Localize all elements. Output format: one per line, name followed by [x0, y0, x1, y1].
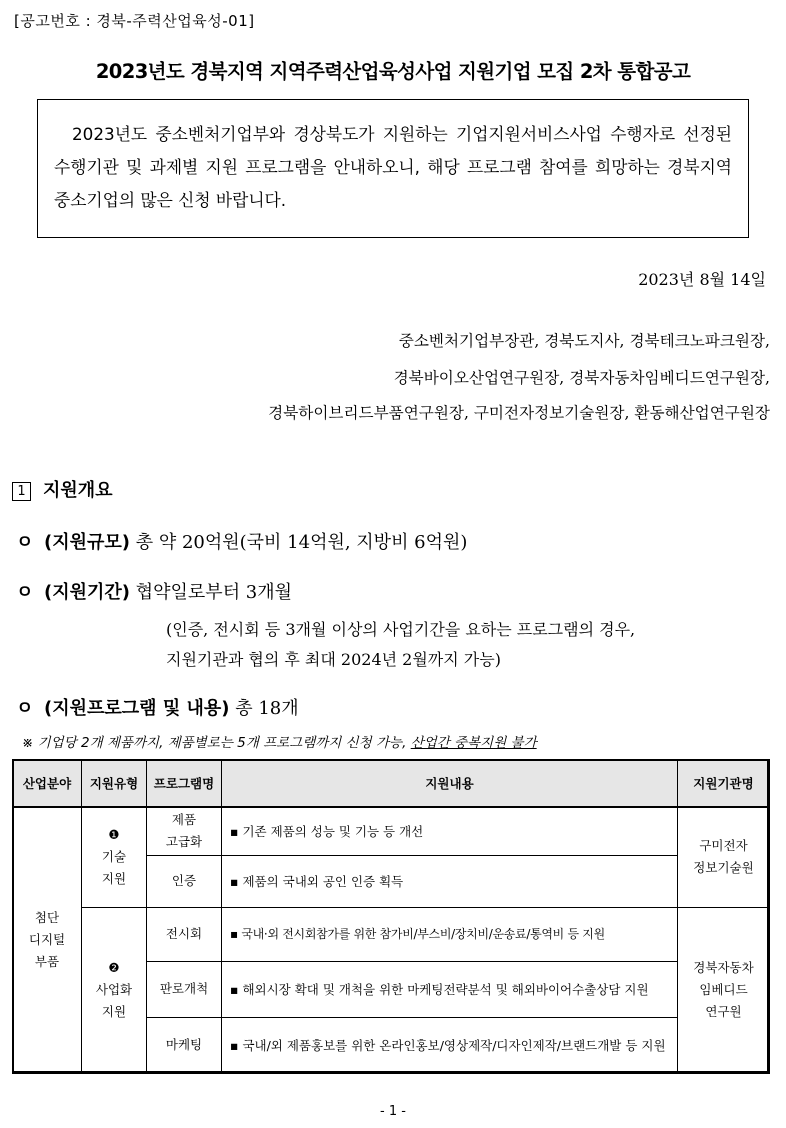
- bullet-marker: ㅇ: [16, 698, 34, 719]
- program-cell: 판로개척: [147, 961, 222, 1017]
- content-cell: [222, 855, 678, 907]
- bullet-support-programs: [16, 694, 299, 720]
- bullet-text: 총 18개: [235, 698, 299, 719]
- program-note: [22, 731, 537, 751]
- program-table: [12, 759, 770, 1074]
- program-cell: 마케팅: [147, 1017, 222, 1073]
- period-note-line-1: (인증, 전시회 등 3개월 이상의 사업기간을 요하는 프로그램의 경우,: [166, 620, 636, 639]
- header-content: 지원내용: [222, 760, 678, 808]
- content-text: ▪ 제품의 국내외 공인 인증 획득: [230, 873, 404, 889]
- content-cell: [222, 961, 678, 1017]
- program-cell: 인증: [147, 855, 222, 907]
- field-cell: 첨단 디지털 부품: [13, 807, 82, 1073]
- bullet-text: 협약일로부터 3개월: [135, 582, 293, 603]
- agency-cell: 구미전자 정보기술원: [678, 807, 770, 907]
- header-program: 프로그램명: [147, 760, 222, 808]
- content-cell: [222, 907, 678, 961]
- table-header-row: [13, 760, 770, 808]
- note-text: ※ 기업당 2개 제품까지, 제품별로는 5개 프로그램까지 신청 가능,: [22, 735, 407, 751]
- intro-text: 2023년도 중소벤처기업부와 경상북도가 지원하는 기업지원서비스사업 수행자로 선정된 수행기관 및 과제별 지원 프로그램을 안내하오니, 해당 프로그램 참여를 희망하는 경북지역 중소기업의 많은 신청 바랍니다.: [54, 124, 732, 210]
- section-number-box: 1: [12, 482, 31, 501]
- section-title: 지원개요: [43, 480, 113, 501]
- bullet-label: (지원프로그램 및 내용): [44, 698, 230, 719]
- bullet-text: 총 약 20억원(국비 14억원, 지방비 6억원): [135, 532, 468, 553]
- bullet-support-period: [16, 578, 292, 604]
- signatory-line-2: 경북바이오산업연구원장, 경북자동차임베디드연구원장,: [393, 369, 770, 387]
- bullet-label: (지원기간): [44, 582, 131, 603]
- content-text: ▪ 기존 제품의 성능 및 기능 등 개선: [230, 823, 424, 839]
- page-number: - 1 -: [380, 1104, 406, 1119]
- content-text: ▪ 국내·외 전시회참가를 위한 참가비/부스비/장치비/운송료/통역비 등 지원: [230, 926, 605, 941]
- bullet-marker: ㅇ: [16, 582, 34, 603]
- agency-cell: 경북자동차 임베디드 연구원: [678, 907, 770, 1073]
- bullet-marker: ㅇ: [16, 532, 34, 553]
- notice-number: [공고번호 : 경북-주력산업육성-01]: [14, 12, 255, 30]
- bullet-label: (지원규모): [44, 532, 131, 553]
- signatory-line-3: 경북하이브리드부품연구원장, 구미전자정보기술원장, 환동해산업연구원장: [268, 404, 770, 422]
- content-text: ▪ 해외시장 확대 및 개척을 위한 마케팅전략분석 및 해외바이어수출상담 지원: [230, 981, 649, 997]
- content-text: ▪ 국내/외 제품홍보를 위한 온라인홍보/영상제작/디자인제작/브랜드개발 등 지원: [230, 1037, 666, 1053]
- header-type: 지원유형: [82, 760, 147, 808]
- intro-box: [37, 99, 749, 238]
- header-agency: 지원기관명: [678, 760, 770, 808]
- type-cell: ❶ 기술 지원: [82, 807, 147, 907]
- program-cell: 전시회: [147, 907, 222, 961]
- content-cell: [222, 807, 678, 855]
- table-row: [13, 807, 770, 855]
- table-row: [13, 907, 770, 961]
- program-cell: 제품 고급화: [147, 807, 222, 855]
- header-field: 산업분야: [13, 760, 82, 808]
- page-title: 2023년도 경북지역 지역주력산업육성사업 지원기업 모집 2차 통합공고: [95, 60, 691, 83]
- section-heading: [12, 476, 113, 502]
- period-note-line-2: 지원기관과 협의 후 최대 2024년 2월까지 가능): [166, 650, 501, 669]
- announcement-date: 2023년 8월 14일: [638, 270, 766, 289]
- content-cell: [222, 1017, 678, 1073]
- signatory-line-1: 중소벤처기업부장관, 경북도지사, 경북테크노파크원장,: [398, 332, 770, 350]
- bullet-support-scale: [16, 528, 467, 554]
- note-underlined: 산업간 중복지원 불가: [410, 735, 537, 751]
- type-cell: ❷ 사업화 지원: [82, 907, 147, 1073]
